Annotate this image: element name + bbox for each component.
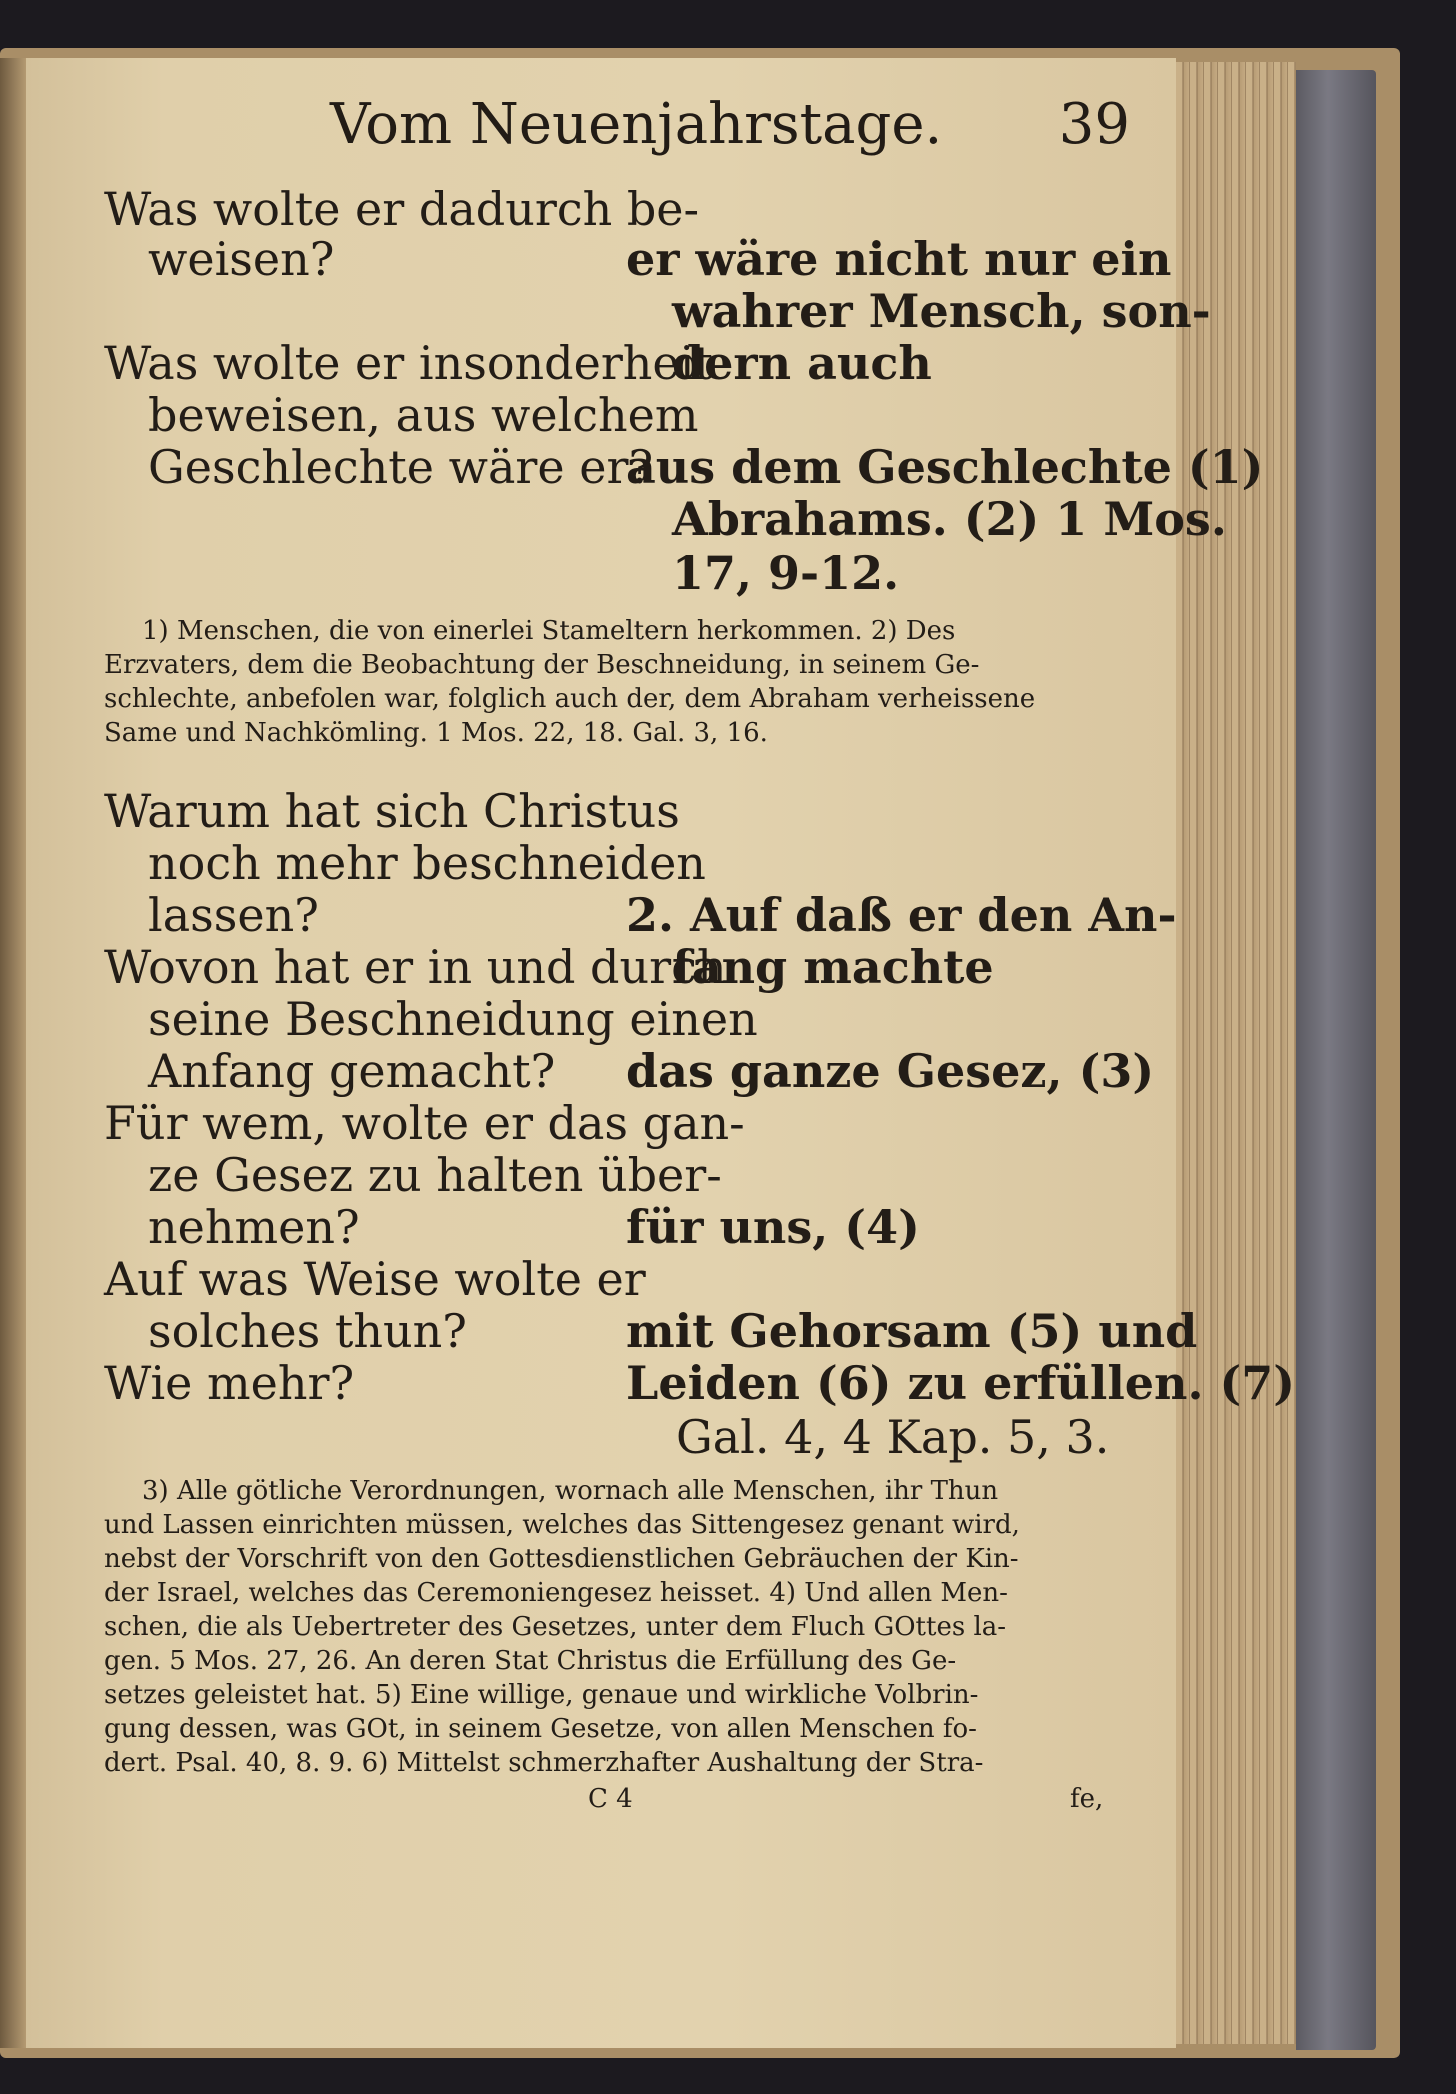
question-line: Was wolte er insonderheit (104, 336, 713, 390)
question-line: seine Beschneidung einen (148, 992, 758, 1046)
question-line: Anfang gemacht? (148, 1044, 556, 1098)
footnote-line: setzes geleistet hat. 5) Eine willige, genaue und wirkliche Volbrin- (104, 1680, 979, 1710)
question-line: nehmen? (148, 1200, 360, 1254)
footnote-line: und Lassen einrichten müssen, welches das Sittengesez genant wird, (104, 1510, 1020, 1540)
footnote-line: dert. Psal. 40, 8. 9. 6) Mittelst schmerzhafter Aushaltung der Stra- (104, 1748, 984, 1778)
question-line: weisen? (148, 232, 335, 286)
answer-line: fang machte (672, 940, 994, 994)
previous-page-edge (0, 58, 26, 2048)
answer-line: das ganze Gesez, (3) (626, 1044, 1155, 1098)
answer-line: aus dem Geschlechte (1) (626, 440, 1264, 494)
signature-mark: C 4 (588, 1784, 633, 1814)
footnote-line: Erzvaters, dem die Beobachtung der Beschneidung, in seinem Ge- (104, 650, 980, 680)
footnote-line: 3) Alle götliche Verordnungen, wornach alle Menschen, ihr Thun (142, 1476, 999, 1506)
answer-line: Leiden (6) zu erfüllen. (7) (626, 1356, 1296, 1410)
answer-line: Gal. 4, 4 Kap. 5, 3. (676, 1410, 1110, 1464)
question-line: Was wolte er dadurch be- (104, 182, 700, 236)
question-line: noch mehr beschneiden (148, 836, 706, 890)
footnote-line: gung dessen, was GOt, in seinem Gesetze, von allen Menschen fo- (104, 1714, 977, 1744)
answer-line: dern auch (672, 336, 932, 390)
question-line: Wie mehr? (104, 1356, 355, 1410)
answer-line: wahrer Mensch, son- (672, 284, 1211, 338)
question-line: Für wem, wolte er das gan- (104, 1096, 745, 1150)
page-header (330, 92, 1130, 162)
answer-line: er wäre nicht nur ein (626, 232, 1172, 286)
question-line: Auf was Weise wolte er (104, 1252, 646, 1306)
footnote-line: schlechte, anbefolen war, folglich auch der, dem Abraham verheissene (104, 684, 1036, 714)
footnote-line: 1) Menschen, die von einerlei Stameltern herkommen. 2) Des (142, 616, 956, 646)
question-line: lassen? (148, 888, 319, 942)
running-title: Vom Neuenjahrstage. (330, 92, 943, 157)
footnote-line: Same und Nachkömling. 1 Mos. 22, 18. Gal. 3, 16. (104, 718, 768, 748)
footnote-line: schen, die als Uebertreter des Gesetzes, unter dem Fluch GOttes la- (104, 1612, 1007, 1642)
footnote-line: gen. 5 Mos. 27, 26. An deren Stat Christus die Erfüllung des Ge- (104, 1646, 957, 1676)
cover-edge (1296, 70, 1376, 2050)
answer-line: 17, 9-12. (672, 546, 900, 600)
answer-line: mit Gehorsam (5) und (626, 1304, 1198, 1358)
question-line: beweisen, aus welchem (148, 388, 699, 442)
question-line: Warum hat sich Christus (104, 784, 680, 838)
question-line: Geschlechte wäre er? (148, 440, 654, 494)
answer-line: für uns, (4) (626, 1200, 920, 1254)
answer-line: Abrahams. (2) 1 Mos. (672, 492, 1227, 546)
footnote-line: nebst der Vorschrift von den Gottesdienstlichen Gebräuchen der Kin- (104, 1544, 1019, 1574)
footnote-line: der Israel, welches das Ceremoniengesez heisset. 4) Und allen Men- (104, 1578, 1008, 1608)
page-block-edge (1176, 62, 1296, 2044)
answer-line: 2. Auf daß er den An- (626, 888, 1177, 942)
question-line: Wovon hat er in und durch (104, 940, 727, 994)
page-number: 39 (1058, 92, 1130, 157)
question-line: solches thun? (148, 1304, 467, 1358)
question-line: ze Gesez zu halten über- (148, 1148, 722, 1202)
catchword: fe, (1070, 1784, 1104, 1814)
